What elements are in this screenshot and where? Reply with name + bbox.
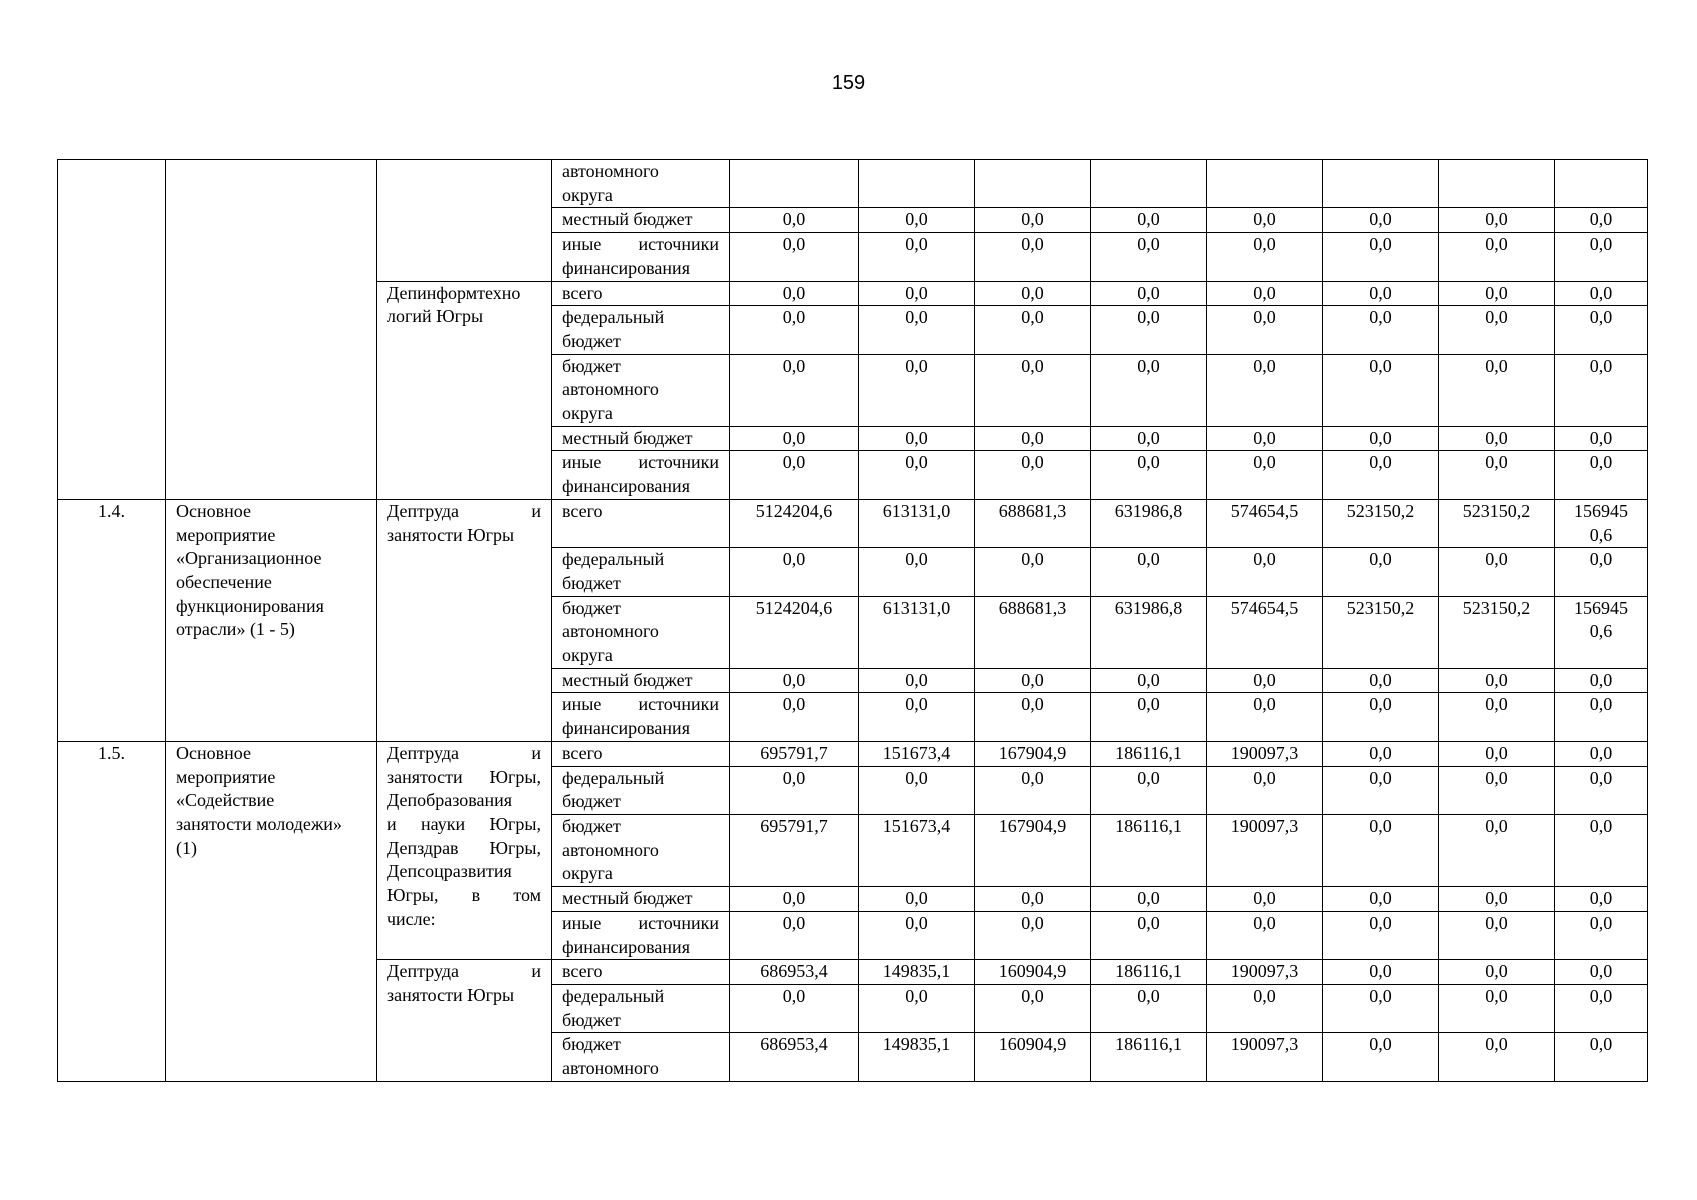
text-line: Депсоцразвития bbox=[387, 861, 512, 882]
amount-cell bbox=[1091, 160, 1207, 208]
amount-cell: 0,0 bbox=[1555, 693, 1648, 741]
amount-cell: 0,0 bbox=[1555, 451, 1648, 499]
amount-cell: 0,0 bbox=[1555, 208, 1648, 233]
amount-cell: 0,0 bbox=[1207, 451, 1323, 499]
amount-cell: 0,0 bbox=[1439, 233, 1555, 281]
amount-cell: 0,0 bbox=[859, 281, 975, 306]
text-line: бюджет bbox=[562, 1009, 621, 1030]
amount-cell: 0,0 bbox=[975, 354, 1091, 426]
text-line: бюджет bbox=[562, 815, 621, 836]
executor-cell bbox=[377, 741, 552, 959]
executor-cell bbox=[377, 960, 552, 1082]
amount-cell: 0,0 bbox=[1207, 911, 1323, 959]
amount-cell: 0,0 bbox=[1091, 887, 1207, 912]
funding-source-cell bbox=[552, 887, 730, 912]
amount-cell: 0,0 bbox=[1323, 693, 1439, 741]
table-row bbox=[58, 499, 1648, 547]
amount-cell: 0,0 bbox=[975, 548, 1091, 596]
amount-cell: 0,0 bbox=[1323, 548, 1439, 596]
amount-cell: 0,0 bbox=[730, 354, 859, 426]
amount-cell: 0,0 bbox=[1439, 208, 1555, 233]
amount-cell: 0,0 bbox=[1323, 766, 1439, 814]
executor-cell bbox=[377, 160, 552, 282]
amount-cell: 0,0 bbox=[1323, 814, 1439, 886]
text-line: отрасли» (1 - 5) bbox=[176, 619, 295, 640]
text-line: «Содействие bbox=[176, 790, 275, 811]
amount-cell: 0,0 bbox=[975, 426, 1091, 451]
amount-cell: 0,0 bbox=[1323, 281, 1439, 306]
amount-cell: 0,0 bbox=[1091, 354, 1207, 426]
funding-source-cell bbox=[552, 548, 730, 596]
amount-cell: 0,0 bbox=[859, 426, 975, 451]
amount-cell: 631986,8 bbox=[1091, 499, 1207, 547]
amount-cell: 0,0 bbox=[1091, 548, 1207, 596]
amount-cell: 523150,2 bbox=[1439, 499, 1555, 547]
text-line: округа bbox=[562, 645, 613, 666]
amount-cell: 0,0 bbox=[1323, 668, 1439, 693]
text-line: финансирования bbox=[562, 936, 690, 957]
amount-cell: 0,0 bbox=[1555, 233, 1648, 281]
amount-cell: 0,0 bbox=[730, 426, 859, 451]
amount-cell: 0,0 bbox=[859, 354, 975, 426]
amount-cell: 686953,4 bbox=[730, 1033, 859, 1081]
amount-cell: 613131,0 bbox=[859, 499, 975, 547]
text-line: Дептруда и bbox=[387, 742, 541, 763]
text-line: бюджет bbox=[562, 1034, 621, 1055]
amount-cell: 0,0 bbox=[1207, 306, 1323, 354]
amount-cell: 0,0 bbox=[975, 766, 1091, 814]
amount-cell: 0,0 bbox=[1555, 766, 1648, 814]
amount-cell: 0,0 bbox=[1207, 887, 1323, 912]
amount-cell: 186116,1 bbox=[1091, 1033, 1207, 1081]
amount-cell: 0,0 bbox=[975, 668, 1091, 693]
amount-cell: 688681,3 bbox=[975, 596, 1091, 668]
amount-cell: 0,0 bbox=[1323, 233, 1439, 281]
financing-table bbox=[57, 159, 1648, 1082]
amount-cell: 0,0 bbox=[1207, 984, 1323, 1032]
text-line: и науки Югры, bbox=[387, 813, 541, 834]
amount-cell: 0,0 bbox=[975, 887, 1091, 912]
amount-cell: 0,0 bbox=[1555, 1033, 1648, 1081]
amount-cell: 149835,1 bbox=[859, 960, 975, 985]
amount-cell: 186116,1 bbox=[1091, 741, 1207, 766]
amount-cell: 0,0 bbox=[1439, 984, 1555, 1032]
text-line: финансирования bbox=[562, 718, 690, 739]
amount-cell: 167904,9 bbox=[975, 741, 1091, 766]
amount-cell: 160904,9 bbox=[975, 1033, 1091, 1081]
activity-name-cell bbox=[166, 499, 377, 741]
text-line: иные источники bbox=[562, 452, 719, 473]
amount-cell: 0,0 bbox=[1323, 741, 1439, 766]
amount-cell: 0,0 bbox=[1439, 668, 1555, 693]
amount-cell: 0,0 bbox=[1207, 354, 1323, 426]
funding-source-cell bbox=[552, 741, 730, 766]
amount-cell: 0,0 bbox=[1555, 548, 1648, 596]
amount-cell: 0,0 bbox=[1091, 426, 1207, 451]
funding-source-cell bbox=[552, 306, 730, 354]
amount-cell bbox=[1323, 160, 1439, 208]
item-number-cell: 1.5. bbox=[58, 741, 166, 1081]
amount-cell: 190097,3 bbox=[1207, 814, 1323, 886]
item-number-cell bbox=[58, 160, 166, 500]
funding-source-cell bbox=[552, 354, 730, 426]
amount-cell: 0,0 bbox=[859, 548, 975, 596]
amount-cell: 160904,9 bbox=[975, 960, 1091, 985]
text-line: Дептруда и bbox=[387, 961, 541, 982]
amount-cell: 0,0 bbox=[975, 306, 1091, 354]
amount-cell: 0,0 bbox=[975, 693, 1091, 741]
amount-cell: 156945 0,6 bbox=[1555, 499, 1648, 547]
text-line: всего bbox=[562, 961, 603, 982]
amount-cell: 523150,2 bbox=[1323, 596, 1439, 668]
funding-source-cell bbox=[552, 281, 730, 306]
amount-cell: 0,0 bbox=[1439, 814, 1555, 886]
amount-cell bbox=[1555, 160, 1648, 208]
text-line: федеральный bbox=[562, 307, 665, 328]
amount-cell: 0,0 bbox=[1091, 451, 1207, 499]
text-line: округа bbox=[562, 863, 613, 884]
text-line: Основное bbox=[176, 500, 251, 521]
amount-cell: 0,0 bbox=[1207, 668, 1323, 693]
text-line: Югры, в том bbox=[387, 885, 541, 906]
text-line: иные источники bbox=[562, 234, 719, 255]
amount-cell: 0,0 bbox=[1439, 1033, 1555, 1081]
amount-cell: 0,0 bbox=[730, 281, 859, 306]
amount-cell: 688681,3 bbox=[975, 499, 1091, 547]
executor-cell bbox=[377, 499, 552, 741]
amount-cell: 0,0 bbox=[730, 887, 859, 912]
amount-cell: 0,0 bbox=[730, 984, 859, 1032]
amount-cell: 0,0 bbox=[859, 233, 975, 281]
amount-cell: 151673,4 bbox=[859, 741, 975, 766]
funding-source-cell bbox=[552, 160, 730, 208]
text-line: Дептруда и bbox=[387, 500, 541, 521]
amount-cell: 0,0 bbox=[1323, 426, 1439, 451]
amount-cell: 0,0 bbox=[1091, 233, 1207, 281]
table-row bbox=[58, 160, 1648, 208]
amount-cell: 0,0 bbox=[1439, 911, 1555, 959]
text-line: числе: bbox=[387, 908, 436, 929]
text-line: мероприятие bbox=[176, 766, 276, 787]
amount-cell: 0,0 bbox=[1091, 668, 1207, 693]
amount-cell: 190097,3 bbox=[1207, 960, 1323, 985]
amount-cell: 186116,1 bbox=[1091, 814, 1207, 886]
amount-cell: 0,0 bbox=[1555, 668, 1648, 693]
text-line: Депинформтехно bbox=[387, 282, 521, 303]
funding-source-cell bbox=[552, 668, 730, 693]
funding-source-cell bbox=[552, 426, 730, 451]
amount-cell: 0,0 bbox=[1439, 693, 1555, 741]
amount-cell bbox=[1207, 160, 1323, 208]
text-line: занятости Югры, bbox=[387, 766, 541, 787]
amount-cell bbox=[975, 160, 1091, 208]
funding-source-cell bbox=[552, 814, 730, 886]
amount-cell bbox=[730, 160, 859, 208]
page-number: 159 bbox=[831, 72, 866, 94]
text-line: Депздрав Югры, bbox=[387, 837, 541, 858]
amount-cell: 0,0 bbox=[1323, 960, 1439, 985]
amount-cell: 574654,5 bbox=[1207, 596, 1323, 668]
amount-cell: 0,0 bbox=[1323, 1033, 1439, 1081]
funding-source-cell bbox=[552, 766, 730, 814]
text-line: автономного bbox=[562, 621, 659, 642]
amount-cell: 151673,4 bbox=[859, 814, 975, 886]
amount-cell: 0,0 bbox=[1323, 306, 1439, 354]
amount-cell: 149835,1 bbox=[859, 1033, 975, 1081]
amount-cell: 0,0 bbox=[1207, 281, 1323, 306]
amount-cell: 0,0 bbox=[730, 451, 859, 499]
amount-cell: 0,0 bbox=[1439, 354, 1555, 426]
amount-cell: 686953,4 bbox=[730, 960, 859, 985]
funding-source-cell bbox=[552, 596, 730, 668]
text-line: логий Югры bbox=[387, 306, 484, 327]
amount-cell: 0,0 bbox=[1091, 911, 1207, 959]
amount-cell: 0,0 bbox=[859, 911, 975, 959]
text-line: местный бюджет bbox=[562, 209, 693, 230]
amount-cell: 0,0 bbox=[1091, 208, 1207, 233]
funding-source-cell bbox=[552, 911, 730, 959]
text-line: федеральный bbox=[562, 767, 665, 788]
amount-cell: 0,0 bbox=[1555, 281, 1648, 306]
amount-cell: 0,0 bbox=[1555, 814, 1648, 886]
funding-source-cell bbox=[552, 693, 730, 741]
amount-cell: 0,0 bbox=[1091, 281, 1207, 306]
funding-source-cell bbox=[552, 1033, 730, 1081]
table-body bbox=[58, 160, 1648, 1082]
amount-cell: 523150,2 bbox=[1439, 596, 1555, 668]
amount-cell: 190097,3 bbox=[1207, 741, 1323, 766]
item-number-cell: 1.4. bbox=[58, 499, 166, 741]
amount-cell: 0,0 bbox=[1323, 887, 1439, 912]
text-line: автономного bbox=[562, 1058, 659, 1079]
amount-cell: 0,0 bbox=[1439, 451, 1555, 499]
amount-cell: 0,0 bbox=[859, 668, 975, 693]
amount-cell: 0,0 bbox=[975, 208, 1091, 233]
amount-cell: 0,0 bbox=[859, 208, 975, 233]
amount-cell: 190097,3 bbox=[1207, 1033, 1323, 1081]
text-line: иные источники bbox=[562, 694, 719, 715]
amount-cell: 0,0 bbox=[1555, 306, 1648, 354]
amount-cell: 695791,7 bbox=[730, 814, 859, 886]
amount-cell: 0,0 bbox=[1439, 306, 1555, 354]
amount-cell: 0,0 bbox=[1323, 208, 1439, 233]
amount-cell: 0,0 bbox=[730, 766, 859, 814]
text-line: бюджет bbox=[562, 330, 621, 351]
text-line: местный бюджет bbox=[562, 669, 693, 690]
amount-cell: 0,0 bbox=[975, 281, 1091, 306]
amount-cell: 0,0 bbox=[1207, 426, 1323, 451]
text-line: функционирования bbox=[176, 595, 324, 616]
amount-cell: 0,0 bbox=[859, 693, 975, 741]
amount-cell: 695791,7 bbox=[730, 741, 859, 766]
amount-cell: 0,0 bbox=[1439, 766, 1555, 814]
funding-source-cell bbox=[552, 984, 730, 1032]
text-line: обеспечение bbox=[176, 571, 272, 592]
text-line: финансирования bbox=[562, 257, 690, 278]
amount-cell: 631986,8 bbox=[1091, 596, 1207, 668]
amount-cell bbox=[859, 160, 975, 208]
amount-cell: 0,0 bbox=[1555, 741, 1648, 766]
text-line: всего bbox=[562, 500, 603, 521]
amount-cell: 0,0 bbox=[1323, 911, 1439, 959]
amount-cell: 0,0 bbox=[730, 911, 859, 959]
text-line: федеральный bbox=[562, 549, 665, 570]
text-line: бюджет bbox=[562, 355, 621, 376]
amount-cell: 0,0 bbox=[730, 233, 859, 281]
amount-cell: 0,0 bbox=[1207, 548, 1323, 596]
amount-cell: 156945 0,6 bbox=[1555, 596, 1648, 668]
text-line: финансирования bbox=[562, 476, 690, 497]
amount-cell: 0,0 bbox=[859, 766, 975, 814]
text-line: федеральный bbox=[562, 985, 665, 1006]
amount-cell: 0,0 bbox=[1207, 233, 1323, 281]
amount-cell: 0,0 bbox=[1439, 741, 1555, 766]
amount-cell: 0,0 bbox=[730, 208, 859, 233]
amount-cell: 0,0 bbox=[1323, 984, 1439, 1032]
text-line: Депобразования bbox=[387, 790, 513, 811]
amount-cell: 0,0 bbox=[1091, 693, 1207, 741]
text-line: мероприятие bbox=[176, 524, 276, 545]
amount-cell: 0,0 bbox=[730, 668, 859, 693]
text-line: автономного bbox=[562, 161, 659, 181]
table-row bbox=[58, 741, 1648, 766]
amount-cell: 0,0 bbox=[1555, 354, 1648, 426]
text-line: занятости молодежи» bbox=[176, 813, 342, 834]
amount-cell: 0,0 bbox=[1439, 960, 1555, 985]
amount-cell: 0,0 bbox=[1439, 887, 1555, 912]
amount-cell: 0,0 bbox=[975, 451, 1091, 499]
amount-cell: 0,0 bbox=[1555, 887, 1648, 912]
amount-cell bbox=[1439, 160, 1555, 208]
amount-cell: 523150,2 bbox=[1323, 499, 1439, 547]
activity-name-cell bbox=[166, 160, 377, 500]
amount-cell: 0,0 bbox=[1323, 354, 1439, 426]
text-line: всего bbox=[562, 282, 603, 303]
funding-source-cell bbox=[552, 208, 730, 233]
amount-cell: 0,0 bbox=[1091, 306, 1207, 354]
funding-source-cell bbox=[552, 233, 730, 281]
text-line: иные источники bbox=[562, 912, 719, 933]
amount-cell: 0,0 bbox=[730, 306, 859, 354]
amount-cell: 0,0 bbox=[1439, 548, 1555, 596]
text-line: занятости Югры bbox=[387, 984, 515, 1005]
amount-cell: 186116,1 bbox=[1091, 960, 1207, 985]
amount-cell: 167904,9 bbox=[975, 814, 1091, 886]
amount-cell: 0,0 bbox=[1091, 766, 1207, 814]
funding-source-cell bbox=[552, 499, 730, 547]
amount-cell: 0,0 bbox=[859, 984, 975, 1032]
amount-cell: 0,0 bbox=[1207, 766, 1323, 814]
amount-cell: 5124204,6 bbox=[730, 499, 859, 547]
text-line: (1) bbox=[176, 837, 197, 858]
funding-source-cell bbox=[552, 451, 730, 499]
amount-cell: 0,0 bbox=[1207, 208, 1323, 233]
funding-source-cell bbox=[552, 960, 730, 985]
amount-cell: 0,0 bbox=[1439, 426, 1555, 451]
amount-cell: 0,0 bbox=[1555, 911, 1648, 959]
text-line: бюджет bbox=[562, 572, 621, 593]
text-line: автономного bbox=[562, 379, 659, 400]
amount-cell: 0,0 bbox=[730, 548, 859, 596]
text-line: местный бюджет bbox=[562, 427, 693, 448]
text-line: округа bbox=[562, 184, 613, 205]
amount-cell: 0,0 bbox=[1207, 693, 1323, 741]
text-line: занятости Югры bbox=[387, 524, 515, 545]
activity-name-cell bbox=[166, 741, 377, 1081]
amount-cell: 0,0 bbox=[1091, 984, 1207, 1032]
amount-cell: 0,0 bbox=[1555, 960, 1648, 985]
text-line: бюджет bbox=[562, 791, 621, 812]
amount-cell: 0,0 bbox=[975, 911, 1091, 959]
text-line: «Организационное bbox=[176, 548, 322, 569]
amount-cell: 0,0 bbox=[859, 887, 975, 912]
text-line: местный бюджет bbox=[562, 888, 693, 909]
executor-cell bbox=[377, 281, 552, 499]
amount-cell: 0,0 bbox=[1323, 451, 1439, 499]
amount-cell: 0,0 bbox=[730, 693, 859, 741]
amount-cell: 0,0 bbox=[1555, 984, 1648, 1032]
text-line: всего bbox=[562, 742, 603, 763]
amount-cell: 0,0 bbox=[975, 984, 1091, 1032]
amount-cell: 0,0 bbox=[859, 306, 975, 354]
amount-cell: 0,0 bbox=[1439, 281, 1555, 306]
text-line: округа bbox=[562, 403, 613, 424]
amount-cell: 0,0 bbox=[1555, 426, 1648, 451]
amount-cell: 0,0 bbox=[975, 233, 1091, 281]
amount-cell: 574654,5 bbox=[1207, 499, 1323, 547]
text-line: автономного bbox=[562, 839, 659, 860]
amount-cell: 5124204,6 bbox=[730, 596, 859, 668]
text-line: бюджет bbox=[562, 597, 621, 618]
amount-cell: 613131,0 bbox=[859, 596, 975, 668]
text-line: Основное bbox=[176, 742, 251, 763]
amount-cell: 0,0 bbox=[859, 451, 975, 499]
